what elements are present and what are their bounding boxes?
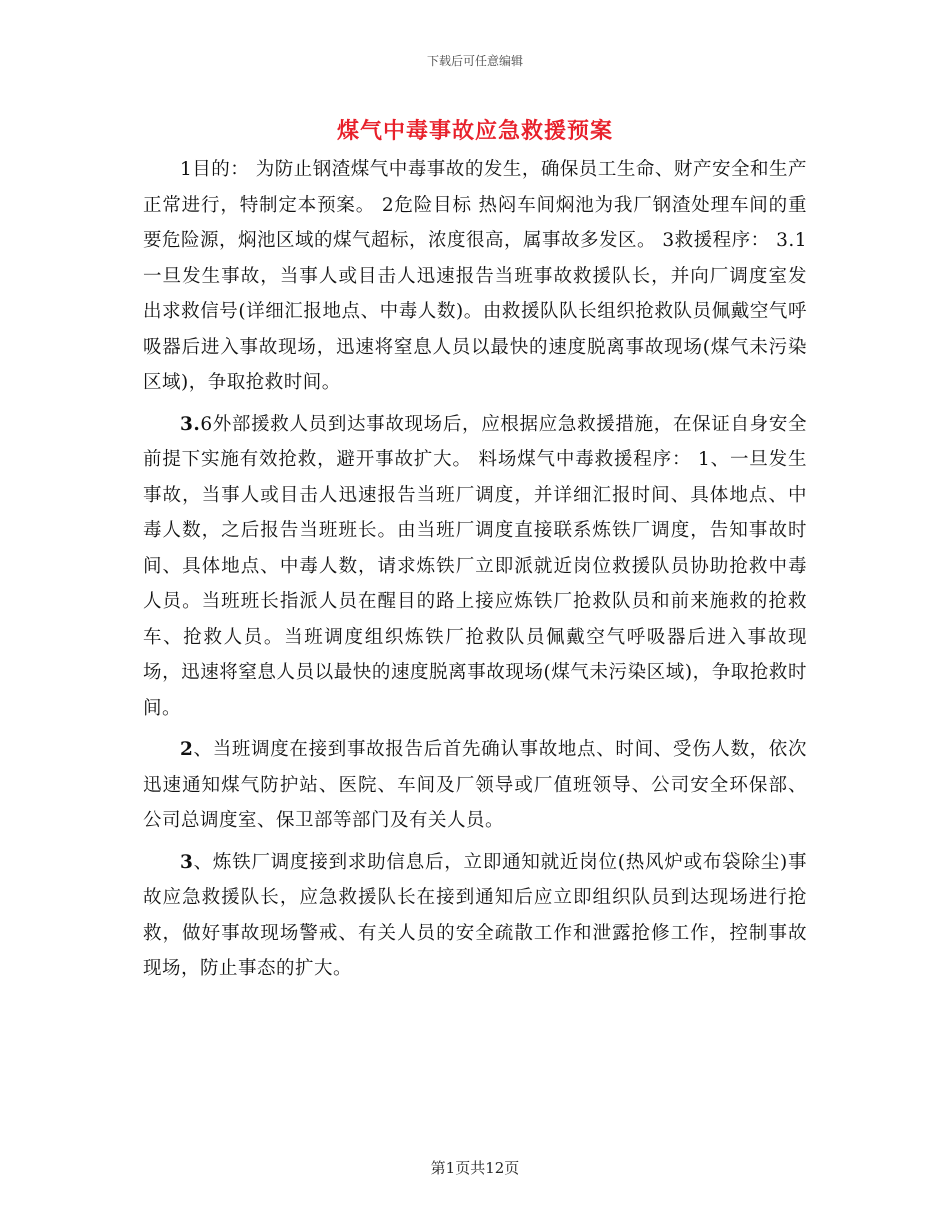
page-number-footer: 第1页共12页 <box>430 1159 520 1177</box>
paragraph-text: 、炼铁厂调度接到求助信息后，立即通知就近岗位(热风炉或布袋除尘)事故应急救援队长，应急救援队长在接到通知后应立即组织队员到达现场进行抢救，做好事故现场警戒、有关人员的安全疏散工作和泄露抢修工作，控制事故现场，防止事态的扩大。 <box>143 851 807 979</box>
page-header-note: 下载后可任意编辑 <box>426 54 523 68</box>
paragraph-purpose-and-procedure <box>143 152 807 401</box>
paragraph-external-rescue <box>143 407 807 727</box>
paragraph-text: 、当班调度在接到事故报告后首先确认事故地点、时间、受伤人数，依次迅速通知煤气防护站、医院、车间及厂领导或厂值班领导、公司安全环保部、公司总调度室、保卫部等部门及有关人员。 <box>143 739 807 831</box>
paragraph-ironworks-response <box>143 845 807 987</box>
paragraph-number: 2 <box>180 739 194 760</box>
paragraph-text: 6外部援救人员到达事故现场后，应根据应急救援措施，在保证自身安全前提下实施有效抢救，避开事故扩大。 料场煤气中毒救援程序： 1、一旦发生事故，当事人或目击人迅速报告当班厂调度，并详细汇报时间、具体地点、中毒人数，之后报告当班班长。由当班厂调度直接联系炼铁厂调度，告知事故时间、具体地点、中毒人数，请求炼铁厂立即派就近岗位救援队员协助抢救中毒人员。当班班长指派人员在醒目的路上接应炼铁厂抢救队员和前来施救的抢救车、抢救人员。当班调度组织炼铁厂抢救队员佩戴空气呼吸器后进入事故现场，迅速将窒息人员以最快的速度脱离事故现场(煤气未污染区域)，争取抢救时间。 <box>143 413 807 719</box>
paragraph-text: 1目的： 为防止钢渣煤气中毒事故的发生，确保员工生命、财产安全和生产正常进行，特制定本预案。 2危险目标 热闷车间焖池为我厂钢渣处理车间的重要危险源，焖池区域的煤气超标，浓度很高，属事故多发区。 3救援程序： 3.1一旦发生事故，当事人或目击人迅速报告当班事故救援队长，并向厂调度室发出求救信号(详细汇报地点、中毒人数)。由救援队队长组织抢救队员佩戴空气呼吸器后进入事故现场，迅速将窒息人员以最快的速度脱离事故现场(煤气未污染区域)，争取抢救时间。 <box>143 159 807 393</box>
paragraph-dispatch-notification <box>143 732 807 839</box>
paragraph-number: 3 <box>180 851 194 873</box>
paragraph-number: 3. <box>180 413 201 435</box>
document-title: 煤气中毒事故应急救援预案 <box>336 118 613 144</box>
document-body <box>143 152 807 987</box>
